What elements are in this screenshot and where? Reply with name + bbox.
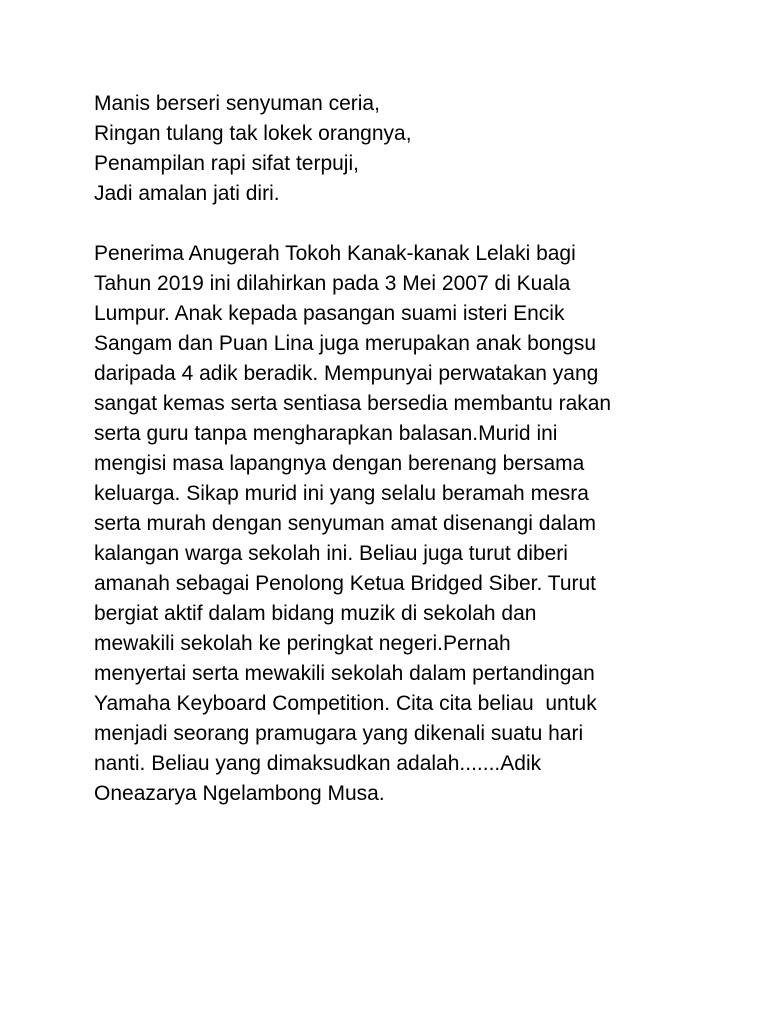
paragraph-line: sangat kemas serta sentiasa bersedia membantu rakan xyxy=(94,392,612,415)
poem-line: Penampilan rapi sifat terpuji, xyxy=(94,152,359,175)
paragraph-line: Yamaha Keyboard Competition. Cita cita beliau untuk xyxy=(94,692,597,715)
poem-line: Jadi amalan jati diri. xyxy=(94,182,280,205)
poem-line: Manis berseri senyuman ceria, xyxy=(94,92,380,115)
poem-line: Ringan tulang tak lokek orangnya, xyxy=(94,122,412,145)
paragraph-line: mengisi masa lapangnya dengan berenang bersama xyxy=(94,452,585,475)
paragraph-line: serta guru tanpa mengharapkan balasan.Murid ini xyxy=(94,422,558,445)
paragraph-line: daripada 4 adik beradik. Mempunyai perwatakan yang xyxy=(94,362,599,385)
paragraph-line: Tahun 2019 ini dilahirkan pada 3 Mei 2007 di Kuala xyxy=(94,272,571,295)
document-text xyxy=(94,89,734,809)
paragraph-line: Oneazarya Ngelambong Musa. xyxy=(94,782,385,805)
paragraph-line: menjadi seorang pramugara yang dikenali suatu hari xyxy=(94,722,584,745)
paragraph-line: Sangam dan Puan Lina juga merupakan anak bongsu xyxy=(94,332,597,355)
paragraph-line: menyertai serta mewakili sekolah dalam pertandingan xyxy=(94,662,595,685)
paragraph-line: kalangan warga sekolah ini. Beliau juga turut diberi xyxy=(94,542,568,565)
paragraph-line: amanah sebagai Penolong Ketua Bridged Siber. Turut xyxy=(94,572,597,595)
paragraph-line: bergiat aktif dalam bidang muzik di sekolah dan xyxy=(94,602,537,625)
paragraph-line: nanti. Beliau yang dimaksudkan adalah.......Adik xyxy=(94,752,542,775)
paragraph-line: Lumpur. Anak kepada pasangan suami isteri Encik xyxy=(94,302,565,325)
poem-stanza xyxy=(94,89,734,209)
biography-paragraph xyxy=(94,239,734,809)
paragraph-line: serta murah dengan senyuman amat disenangi dalam xyxy=(94,512,596,535)
paragraph-line: mewakili sekolah ke peringkat negeri.Pernah xyxy=(94,632,511,655)
paragraph-line: Penerima Anugerah Tokoh Kanak-kanak Lelaki bagi xyxy=(94,242,576,265)
paragraph-line: keluarga. Sikap murid ini yang selalu beramah mesra xyxy=(94,482,589,505)
